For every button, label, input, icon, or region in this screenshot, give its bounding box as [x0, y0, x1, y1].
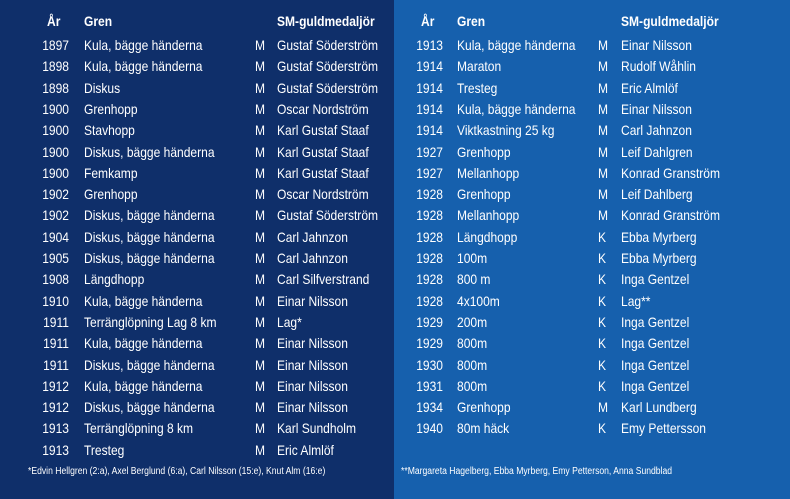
row-year: 1928 [416, 186, 443, 203]
row-event: Terränglöpning Lag 8 km [84, 313, 217, 330]
row-year: 1930 [416, 356, 443, 373]
footnote: *Edvin Hellgren (2:a), Axel Berglund (6:a), Carl Nilsson (15:e), Knut Alm (16:e) [28, 466, 326, 477]
row-event: Tresteg [457, 79, 498, 96]
row-event: Grenhopp [457, 186, 511, 203]
row-year: 1928 [416, 207, 443, 224]
row-event: Maraton [457, 58, 502, 75]
footnote: **Margareta Hagelberg, Ebba Myrberg, Emy Petterson, Anna Sundblad [401, 466, 673, 477]
row-medalist: Karl Lundberg [621, 399, 697, 416]
row-event: Femkamp [84, 164, 138, 181]
row-medalist: Gustaf Söderström [277, 58, 379, 75]
row-event: Kula, bägge händerna [84, 377, 203, 394]
row-event: 800m [457, 335, 488, 352]
row-year: 1900 [42, 143, 69, 160]
row-gender: M [255, 441, 266, 458]
row-year: 1900 [42, 122, 69, 139]
row-gender: M [255, 313, 266, 330]
row-event: Grenhopp [457, 143, 511, 160]
row-gender: M [598, 37, 609, 53]
row-year: 1929 [416, 335, 443, 352]
row-event: Längdhopp [457, 228, 518, 245]
row-year: 1911 [43, 335, 69, 352]
table-row [0, 355, 394, 376]
row-gender: M [598, 164, 609, 181]
table-row [394, 56, 790, 77]
row-event: Diskus [84, 79, 121, 96]
table-row [0, 418, 394, 439]
row-event: Diskus, bägge händerna [84, 143, 215, 160]
row-medalist: Carl Silfverstrand [277, 271, 370, 288]
row-gender: M [255, 228, 266, 245]
row-year: 1914 [416, 58, 443, 75]
table-row [394, 120, 790, 141]
table-row [0, 205, 394, 226]
row-year: 1928 [416, 271, 443, 288]
row-gender: K [598, 377, 607, 394]
row-medalist: Konrad Granström [621, 164, 721, 181]
row-medalist: Oscar Nordström [277, 100, 369, 117]
row-gender: M [255, 100, 266, 117]
table-row [0, 376, 394, 397]
row-event: Mellanhopp [457, 207, 520, 224]
row-year: 1927 [416, 164, 443, 181]
row-year: 1928 [416, 250, 443, 266]
table-row [0, 78, 394, 99]
row-medalist: Inga Gentzel [621, 377, 690, 394]
row-event: Grenhopp [457, 399, 511, 416]
row-event: 4x100m [457, 292, 500, 309]
table-row [0, 184, 394, 205]
left-panel [0, 0, 394, 499]
row-event: Kula, bägge händerna [84, 335, 203, 352]
row-medalist: Lag** [621, 292, 651, 309]
row-gender: M [255, 399, 266, 416]
row-gender: M [255, 186, 266, 203]
row-gender: K [598, 271, 607, 288]
row-medalist: Inga Gentzel [621, 313, 690, 330]
row-year: 1914 [416, 100, 443, 117]
row-event: Kula, bägge händerna [457, 37, 576, 53]
row-gender: K [598, 335, 607, 352]
row-event: Längdhopp [84, 271, 145, 288]
row-medalist: Leif Dahlgren [621, 143, 693, 160]
row-year: 1934 [416, 399, 443, 416]
table-row [394, 248, 790, 269]
row-gender: M [598, 399, 609, 416]
header-medalist: SM-guldmedaljör [277, 13, 375, 29]
table-row [394, 269, 790, 290]
row-gender: M [598, 122, 609, 139]
row-year: 1912 [42, 399, 69, 416]
row-gender: M [598, 207, 609, 224]
table-row [0, 440, 394, 461]
row-gender: M [255, 292, 266, 309]
table-row [394, 163, 790, 184]
row-year: 1929 [416, 313, 443, 330]
row-gender: M [598, 100, 609, 117]
row-gender: M [255, 164, 266, 181]
row-medalist: Karl Gustaf Staaf [277, 122, 369, 139]
header-year: År [421, 13, 435, 29]
table-row [0, 35, 394, 56]
table-row [0, 397, 394, 418]
row-event: Diskus, bägge händerna [84, 399, 215, 416]
table-row [394, 333, 790, 354]
table-row [394, 397, 790, 418]
row-event: Tresteg [84, 441, 125, 458]
row-gender: M [255, 207, 266, 224]
header-event: Gren [84, 13, 113, 29]
row-year: 1898 [42, 79, 69, 96]
table-row [394, 312, 790, 333]
row-event: Terränglöpning 8 km [84, 420, 194, 437]
row-medalist: Inga Gentzel [621, 335, 690, 352]
row-medalist: Karl Sundholm [277, 420, 356, 437]
table-row [394, 78, 790, 99]
row-year: 1914 [416, 79, 443, 96]
table-row [394, 376, 790, 397]
row-gender: K [598, 292, 607, 309]
row-medalist: Einar Nilsson [277, 356, 348, 373]
row-medalist: Carl Jahnzon [621, 122, 692, 139]
row-gender: M [598, 58, 609, 75]
table-row [0, 312, 394, 333]
row-gender: M [255, 356, 266, 373]
row-gender: M [255, 143, 266, 160]
table-row [0, 99, 394, 120]
row-medalist: Einar Nilsson [277, 335, 348, 352]
row-medalist: Oscar Nordström [277, 186, 369, 203]
table-row [0, 291, 394, 312]
row-gender: M [255, 250, 266, 266]
row-medalist: Karl Gustaf Staaf [277, 164, 369, 181]
header-medalist: SM-guldmedaljör [621, 13, 719, 29]
row-year: 1927 [416, 143, 443, 160]
row-event: 800m [457, 356, 488, 373]
row-gender: M [255, 335, 266, 352]
table-row [0, 142, 394, 163]
row-gender: K [598, 228, 607, 245]
row-gender: M [255, 271, 266, 288]
row-event: 80m häck [457, 420, 510, 437]
row-medalist: Lag* [277, 313, 302, 330]
header-event: Gren [457, 13, 486, 29]
row-year: 1913 [416, 37, 443, 53]
row-medalist: Emy Pettersson [621, 420, 706, 437]
row-gender: M [255, 79, 266, 96]
row-gender: M [255, 37, 266, 53]
row-event: Diskus, bägge händerna [84, 250, 215, 266]
row-year: 1898 [42, 58, 69, 75]
row-event: Grenhopp [84, 100, 138, 117]
row-year: 1913 [42, 441, 69, 458]
row-year: 1904 [42, 228, 69, 245]
row-medalist: Eric Almlöf [277, 441, 334, 458]
row-event: Grenhopp [84, 186, 138, 203]
row-medalist: Einar Nilsson [621, 37, 692, 53]
table-row [0, 333, 394, 354]
row-medalist: Gustaf Söderström [277, 207, 379, 224]
row-year: 1913 [42, 420, 69, 437]
row-event: Kula, bägge händerna [84, 58, 203, 75]
row-medalist: Einar Nilsson [277, 377, 348, 394]
row-event: Diskus, bägge händerna [84, 228, 215, 245]
row-event: Kula, bägge händerna [457, 100, 576, 117]
row-year: 1902 [42, 207, 69, 224]
row-gender: M [255, 58, 266, 75]
row-medalist: Ebba Myrberg [621, 250, 697, 266]
table-row [394, 35, 790, 56]
row-medalist: Gustaf Söderström [277, 79, 379, 96]
row-medalist: Einar Nilsson [621, 100, 692, 117]
table-row [394, 142, 790, 163]
row-year: 1908 [42, 271, 69, 288]
row-event: Mellanhopp [457, 164, 520, 181]
row-event: 100m [457, 250, 488, 266]
row-event: Kula, bägge händerna [84, 292, 203, 309]
row-medalist: Einar Nilsson [277, 292, 348, 309]
row-year: 1905 [42, 250, 69, 266]
row-year: 1902 [42, 186, 69, 203]
row-gender: K [598, 356, 607, 373]
table-row [394, 291, 790, 312]
table-row [0, 56, 394, 77]
table-row [394, 227, 790, 248]
row-medalist: Rudolf Wåhlin [621, 58, 696, 75]
row-event: Viktkastning 25 kg [457, 122, 555, 139]
row-gender: M [598, 79, 609, 96]
row-year: 1897 [42, 37, 69, 53]
row-year: 1912 [42, 377, 69, 394]
table-row [394, 205, 790, 226]
row-gender: M [255, 420, 266, 437]
table-row [394, 355, 790, 376]
row-year: 1931 [416, 377, 443, 394]
row-medalist: Eric Almlöf [621, 79, 678, 96]
table-row [0, 163, 394, 184]
row-year: 1928 [416, 228, 443, 245]
row-gender: M [255, 122, 266, 139]
row-year: 1914 [416, 122, 443, 139]
row-medalist: Carl Jahnzon [277, 228, 348, 245]
table-row [394, 99, 790, 120]
row-year: 1911 [43, 313, 69, 330]
row-year: 1910 [42, 292, 69, 309]
row-event: 800m [457, 377, 488, 394]
row-medalist: Leif Dahlberg [621, 186, 693, 203]
row-gender: M [255, 377, 266, 394]
row-year: 1900 [42, 100, 69, 117]
row-medalist: Konrad Granström [621, 207, 721, 224]
row-medalist: Karl Gustaf Staaf [277, 143, 369, 160]
row-event: 200m [457, 313, 488, 330]
row-event: Kula, bägge händerna [84, 37, 203, 53]
row-event: 800 m [457, 271, 491, 288]
row-gender: M [598, 143, 609, 160]
row-gender: K [598, 420, 607, 437]
row-event: Stavhopp [84, 122, 135, 139]
row-medalist: Inga Gentzel [621, 271, 690, 288]
row-year: 1940 [416, 420, 443, 437]
row-medalist: Gustaf Söderström [277, 37, 379, 53]
row-year: 1900 [42, 164, 69, 181]
row-gender: K [598, 313, 607, 330]
row-gender: K [598, 250, 607, 266]
row-year: 1911 [43, 356, 69, 373]
table-row [0, 248, 394, 269]
row-year: 1928 [416, 292, 443, 309]
header-year: År [47, 13, 61, 29]
row-medalist: Inga Gentzel [621, 356, 690, 373]
row-medalist: Einar Nilsson [277, 399, 348, 416]
table-row [394, 184, 790, 205]
table-row [0, 120, 394, 141]
table-row [0, 269, 394, 290]
table-row [0, 227, 394, 248]
table-row [394, 418, 790, 439]
right-panel [394, 0, 790, 499]
row-gender: M [598, 186, 609, 203]
row-event: Diskus, bägge händerna [84, 207, 215, 224]
row-medalist: Ebba Myrberg [621, 228, 697, 245]
row-event: Diskus, bägge händerna [84, 356, 215, 373]
row-medalist: Carl Jahnzon [277, 250, 348, 266]
